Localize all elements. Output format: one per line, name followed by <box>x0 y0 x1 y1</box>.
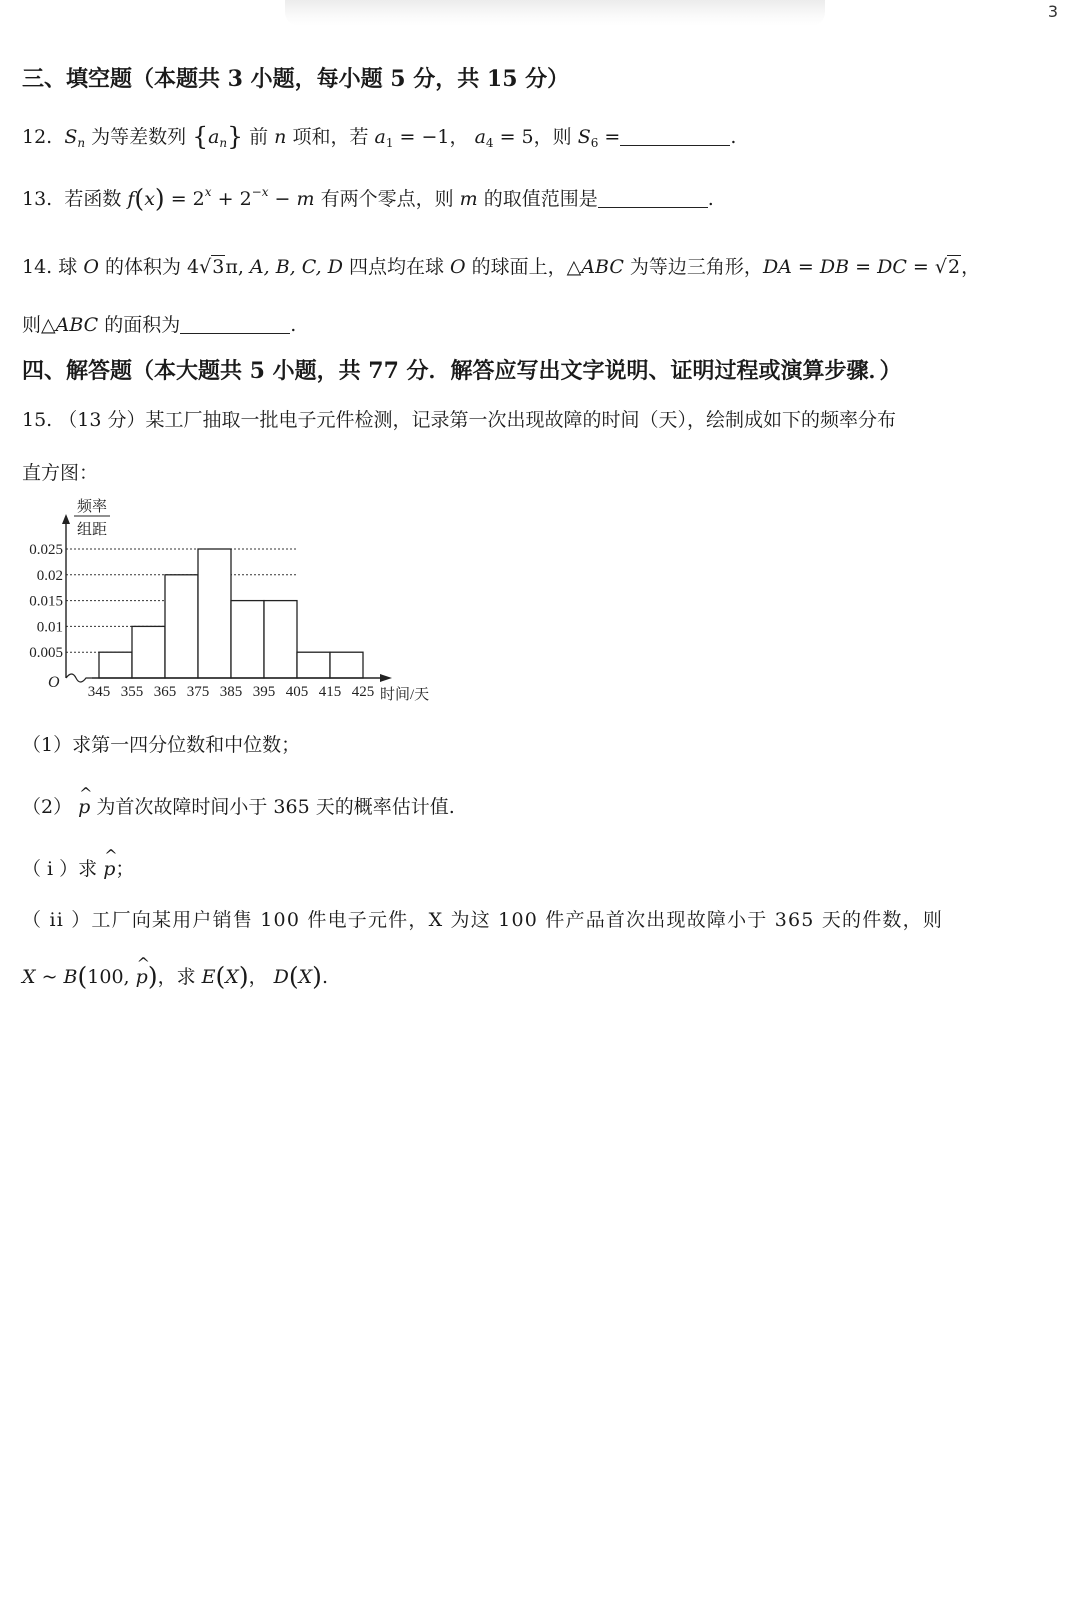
q14-end: . <box>290 314 297 336</box>
histogram-bar <box>99 652 132 678</box>
y-tick-label: 0.02 <box>36 567 63 584</box>
q14-comma: ， <box>961 256 981 278</box>
q13-text: 若函数 <box>64 188 122 210</box>
q13-sup2: −x <box>251 185 269 199</box>
q13-sup1: x <box>204 185 212 199</box>
q12-text3: 项和，若 <box>292 126 369 148</box>
q14-text3: 四点均在球 <box>348 256 444 278</box>
q15-end: . <box>321 966 328 988</box>
x-tick-label: 345 <box>87 684 111 700</box>
q15-ask: ，求 <box>157 966 196 988</box>
q14-coef: 4 <box>187 256 200 278</box>
q14-text4: 的球面上， <box>471 256 567 278</box>
section3-title: 三、填空题（本题共 3 小题，每小题 5 分，共 15 分） <box>22 66 570 92</box>
q15-tilde: ~ <box>41 966 58 988</box>
q15-d: D <box>273 966 289 988</box>
q13-answer-blank[interactable] <box>598 187 708 208</box>
q12-a: a <box>208 126 220 148</box>
y-axis-label-numerator: 频率 <box>76 499 108 515</box>
q15-p-hat3: ^ p <box>136 966 148 988</box>
q15-part-ii-formula: X ~ B(100, ^ p)，求 E(X)， D(X). <box>22 962 328 991</box>
q15-part2 <box>22 792 455 819</box>
q12-answer-blank[interactable] <box>620 125 730 146</box>
q12-a4: a <box>474 126 486 148</box>
q15-lparen: ( <box>77 962 88 991</box>
origin-label: O <box>48 674 60 691</box>
q12-a1-sub: 1 <box>385 136 394 150</box>
q12-end: . <box>730 126 737 148</box>
q14-text: 球 <box>58 256 78 278</box>
q15-part-i-end: ； <box>115 858 135 880</box>
q15-b: B <box>63 966 78 988</box>
q15-x2: X <box>225 966 239 988</box>
q15-e: E <box>201 966 216 988</box>
histogram-bar <box>132 626 165 678</box>
q14-eqs: DA = DB = DC = <box>762 256 929 278</box>
q14-pi: π <box>225 256 238 278</box>
section4-title: 四、解答题（本大题共 5 小题，共 77 分．解答应写出文字说明、证明过程或演算步骤．） <box>22 358 902 384</box>
axis-break <box>66 674 92 682</box>
q15-x3: X <box>298 966 313 988</box>
q12-number: 12. <box>22 126 53 148</box>
x-tick-label: 395 <box>252 684 276 700</box>
q14-answer-blank[interactable] <box>180 313 290 334</box>
x-axis-label: 时间/天 <box>380 687 430 703</box>
y-axis-label-denominator: 组距 <box>76 522 108 538</box>
q14-radicand: 3 <box>212 256 225 278</box>
q13-eq: = 2 <box>170 188 205 210</box>
x-tick-label: 415 <box>318 684 342 700</box>
q14-root: √ <box>199 256 212 278</box>
q12-eq3: = <box>604 126 621 148</box>
q15-x: X <box>22 966 36 988</box>
question-12: 12. $S_n$ 为等差数列 $\{a_n\}$ 前 n 项和，若 $a_1 = -1$， $a_4 = 5$，则 $S_6$ = . <box>22 122 737 151</box>
histogram-bar <box>198 549 231 678</box>
q15-comma: ， <box>248 966 268 988</box>
histogram-bar <box>330 652 363 678</box>
q14-text2: 的体积为 <box>104 256 181 278</box>
q13-x: x <box>144 188 155 210</box>
q15-part-ii: （ ii ）工厂向某用户销售 100 件电子元件，X 为这 100 件产品首次出现故障小于 365 天的件数，则 <box>22 909 944 931</box>
q14-triangle2: △ <box>41 314 56 336</box>
q13-plus: + 2 <box>217 188 252 210</box>
q15-part2-label: （2） <box>22 796 73 818</box>
q13-number: 13. <box>22 188 53 210</box>
histogram-bar <box>165 575 198 678</box>
q13-text2: 有两个零点，则 <box>320 188 454 210</box>
x-tick-label: 405 <box>285 684 309 700</box>
q12-a4-sub: 4 <box>485 136 494 150</box>
q14-number: 14. <box>22 256 53 278</box>
q13-f: f <box>127 188 135 210</box>
q14-o2: O <box>450 256 466 278</box>
q15-p-hat2: ^ p <box>103 858 115 880</box>
x-tick-label: 385 <box>219 684 243 700</box>
q12-s: S <box>64 126 78 148</box>
q15-p-hat: ^ p <box>78 796 90 818</box>
histogram-bar <box>264 601 297 678</box>
q13-m2: m <box>459 188 478 210</box>
q12-text2: 前 <box>249 126 269 148</box>
q13-text3: 的取值范围是 <box>483 188 598 210</box>
q14-text6: 则 <box>22 314 42 336</box>
question-13: 13. 若函数 $f(x) = 2^x + 2^{-x} - m$ 有两个零点，则 m 的取值范围是 . <box>22 184 714 213</box>
q13-minus: − <box>274 188 291 210</box>
q15-part-i <box>22 854 134 881</box>
q12-n: n <box>274 126 287 148</box>
q12-s6: S <box>577 126 591 148</box>
q14-points: A, B, C, D <box>249 256 343 278</box>
q14-triangle: △ <box>566 256 582 278</box>
y-axis-arrow <box>62 514 70 524</box>
q12-text: 为等差数列 <box>91 126 187 148</box>
y-tick-label: 0.025 <box>29 542 63 558</box>
y-tick-label: 0.005 <box>29 645 63 662</box>
histogram-chart <box>0 496 460 722</box>
q15-line2: 直方图： <box>22 462 99 484</box>
question-14-line1: 14. 球 O 的体积为 4√3π, A, B, C, D 四点均在球 O 的球面上，△ABC 为等边三角形，DA = DB = DC = √2， <box>22 256 981 278</box>
question-14-line2 <box>22 310 296 337</box>
y-tick-label: 0.015 <box>29 593 63 610</box>
q15-part2-text: 为首次故障时间小于 365 天的概率估计值. <box>96 796 455 818</box>
x-tick-label: 355 <box>120 684 144 700</box>
top-bar <box>285 0 825 26</box>
q14-abc2: ABC <box>55 314 99 336</box>
q15-hundred: 100, <box>87 966 130 988</box>
q15-part1: （1）求第一四分位数和中位数； <box>22 734 301 756</box>
q14-o: O <box>83 256 99 278</box>
q14-radicand2: 2 <box>947 256 961 278</box>
x-axis-arrow <box>380 674 392 682</box>
histogram-bar <box>297 652 330 678</box>
histogram-bar <box>231 601 264 678</box>
page-number: 3 <box>1047 2 1058 21</box>
q13-end: . <box>707 188 714 210</box>
q15-part-i-text: （ i ）求 <box>22 858 98 880</box>
q15-rparen: ) <box>147 962 158 991</box>
x-tick-label: 425 <box>351 684 375 700</box>
q13-m: m <box>296 188 315 210</box>
q12-a-sub: n <box>219 136 228 150</box>
q12-eq1: = −1， <box>399 126 469 148</box>
x-tick-label: 365 <box>153 684 177 700</box>
q12-s-sub: n <box>77 136 86 150</box>
q15-line1: 15. （13 分）某工厂抽取一批电子元件检测，记录第一次出现故障的时间（天），绘制成如下的频率分布 <box>22 409 896 431</box>
q12-a1: a <box>374 126 386 148</box>
x-tick-label: 375 <box>186 684 210 700</box>
q14-root2: √ <box>934 256 947 278</box>
q14-text7: 的面积为 <box>104 314 181 336</box>
q12-s6-sub: 6 <box>590 136 599 150</box>
q14-abc: ABC <box>581 256 624 278</box>
q14-text5: 为等边三角形， <box>629 256 763 278</box>
q12-eq2: = 5，则 <box>499 126 572 148</box>
y-tick-label: 0.01 <box>36 619 63 636</box>
